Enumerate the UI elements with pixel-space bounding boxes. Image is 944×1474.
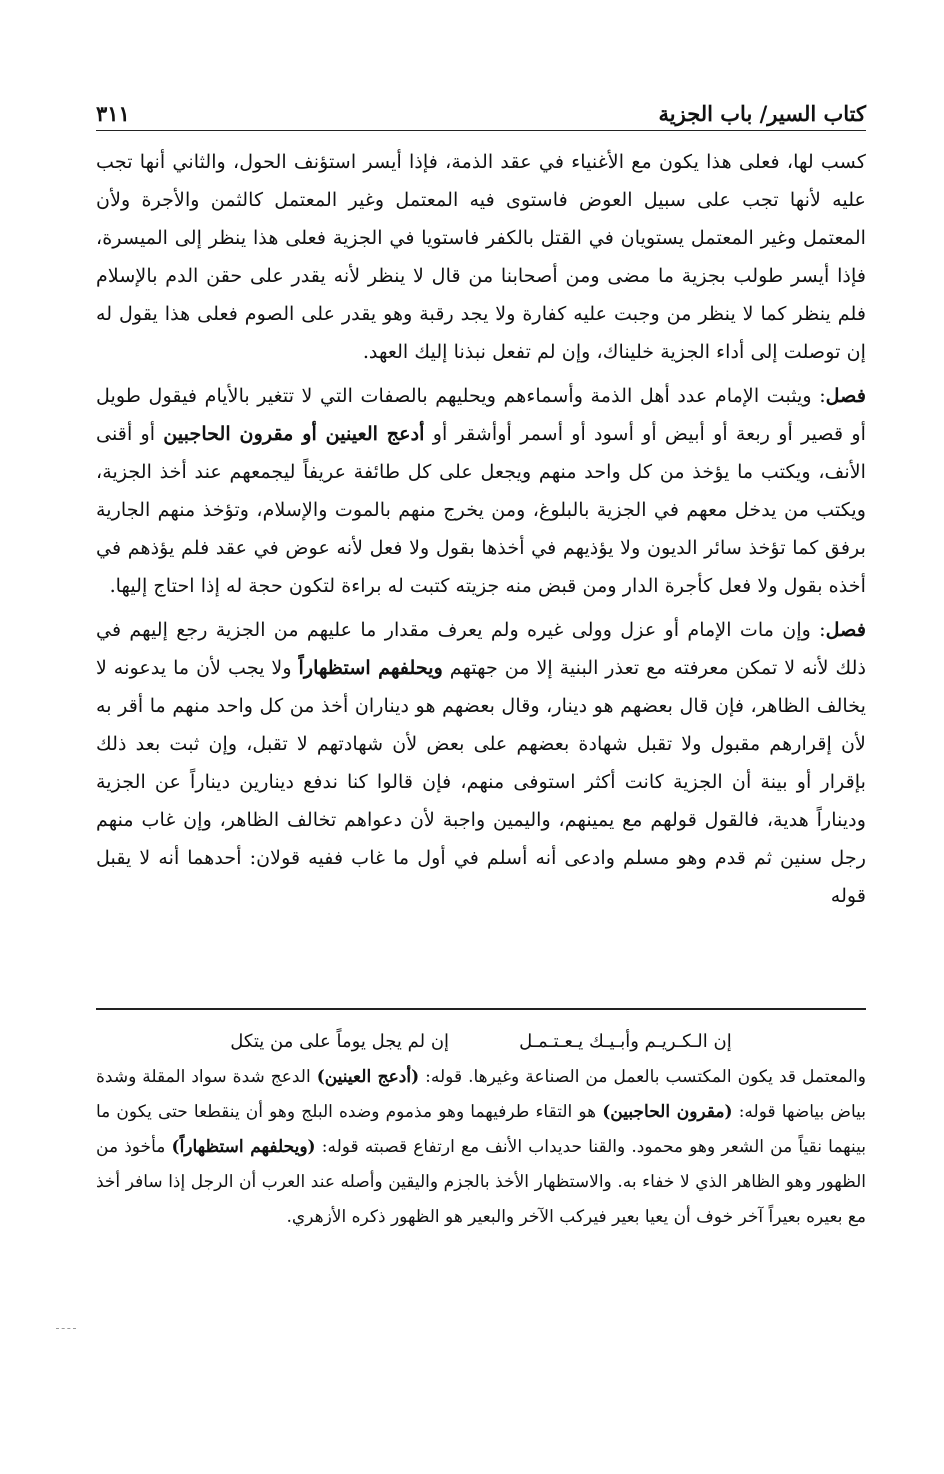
text-segment: أو أقنى الأنف، ويكتب ما يؤخذ من كل واحد منهم ويجعل على كل طائفة عريفاً ليجمعهم عند أخذ الجزية، ويكتب من يدخل معهم في الجزية بالبلوغ، ومن يخرج منهم بالموت والإسلام، وتؤخذ منهم الجارية برفق كما تؤخذ سائر الديون ولا يؤذيهم في أخذها بقول ولا فعل لأنه عوض في عقد فلم يؤذهم في أخذه بقول ولا فعل كأجرة الدار ومن قبض منه جزيته كتبت له براءة لتكون حجة له إذا احتاج إليها. <box>96 422 866 597</box>
text-segment: والمعتمل قد يكون المكتسب بالعمل من الصناعة وغيرها. قوله: <box>419 1067 866 1087</box>
text-segment: : ويثبت الإمام عدد أهل الذمة وأسماءهم ويحليهم بالصفات التي لا تتغير بالأيام فيقول طويل أو قصير أو ربعة أو أبيض أو أسود أو أسمر أوأشقر أو <box>96 384 866 445</box>
paragraph <box>96 611 866 915</box>
text-segment: : وإن مات الإمام أو عزل وولى غيره ولم يعرف مقدار ما عليهم من الجزية رجع إليهم في ذلك لأنه لا تمكن معرفته مع تعذر البنية إلا من جهتهم <box>96 618 866 679</box>
glossed-term: (ويحلفهم استظهاراً) <box>171 1137 316 1157</box>
main-text <box>96 143 866 915</box>
scan-mark <box>56 1328 76 1329</box>
paragraph <box>96 377 866 605</box>
glossed-term: (مقرون الحاجبين) <box>602 1102 733 1122</box>
text-segment: كسب لها، فعلى هذا يكون مع الأغنياء في عقد الذمة، فإذا أيسر استؤنف الحول، والثاني أنها تجب عليه لأنها تجب على سبيل العوض فاستوى فيه المعتمل وغير المعتمل كالثمن والأجرة ولأن المعتمل وغير المعتمل يستويان في القتل بالكفر فاستويا في الجزية فعلى هذا ينظر إلى الميسرة، فإذا أيسر طولب بجزية ما مضى ومن أصحابنا من قال لا ينظر لأنه يقدر على حقن الدم بالإسلام فلم ينظر كما لا ينظر من وجبت عليه كفارة ولا يجد رقبة وهو يقدر على الصوم فعلى هذا يقول له إن توصلت إلى أداء الجزية خليناك، وإن لم تفعل نبذنا إليك العهد. <box>96 150 866 363</box>
chapter-title: كتاب السير/ باب الجزية <box>658 101 866 126</box>
verse-hemistich-left: إن لم يجل يوماً على من يتكل <box>230 1031 450 1052</box>
page <box>96 88 866 921</box>
footnote-rule <box>96 1008 866 1010</box>
text-segment: هو التقاء طرفيهما وهو مذموم وضده البلج وهو أن ينقطعا حتى يكون ما بينهما نقياً من الشعر وهو محمود. والقنا حديداب الأنف مع ارتفاع قصبته قوله: <box>96 1102 866 1157</box>
text-segment: ولا يجب لأن ما يدعونه لا يخالف الظاهر، فإن قال بعضهم هو دينار، وقال بعضهم هو ديناران أخذ من كل واحد منهم ما أقر به لأن إقرارهم مقبول ولا تقبل شهادة بعضهم على بعض لأن شهادتهم لا تقبل، وإن ثبت بعد ذلك بإقرار أو بينة أن الجزية كانت أكثر استوفى منهم، فإن قالوا كنا ندفع دينارين ديناراً عن الجزية وديناراً هدية، فالقول قولهم مع يمينهم، واليمين واجبة لأن دعواهم تخالف الظاهر، وإن غاب منهم رجل سنين ثم قدم وهو مسلم وادعى أنه أسلم في أول ما غاب ففيه قولان: أحدهما أنه لا يقبل قوله <box>96 656 866 907</box>
section-heading: فصل <box>825 384 866 407</box>
paragraph <box>96 143 866 371</box>
page-number: ٣١١ <box>96 101 130 126</box>
glossed-term: أدعج العينين أو مقرون الحاجبين <box>163 422 425 445</box>
section-heading: فصل <box>825 618 866 641</box>
text-segment: مأخوذ من الظهور وهو الظاهر الذي لا خفاء به. والاستظهار الأخذ بالجزم واليقين وأصله عند العرب أن الرجل إذا سافر أخذ مع بعيره بعيراً آخر خوف أن يعيا بعير فيركب الآخر والبعير هو الظهور ذكره الأزهري. <box>96 1137 866 1227</box>
footnotes <box>96 1008 866 1235</box>
verse-line <box>96 1024 866 1060</box>
running-header <box>96 88 866 131</box>
footnote-paragraph <box>96 1060 866 1235</box>
text-segment: الدعج شدة سواد المقلة وشدة بياض بياضها قوله: <box>96 1067 866 1122</box>
verse-hemistich-right: إن الـكـريـم وأبـيـك يـعـتـمـل <box>519 1031 732 1052</box>
footnote-text <box>96 1060 866 1235</box>
glossed-term: (أدعج العينين) <box>316 1067 420 1087</box>
glossed-term: ويحلفهم استظهاراً <box>298 656 443 679</box>
